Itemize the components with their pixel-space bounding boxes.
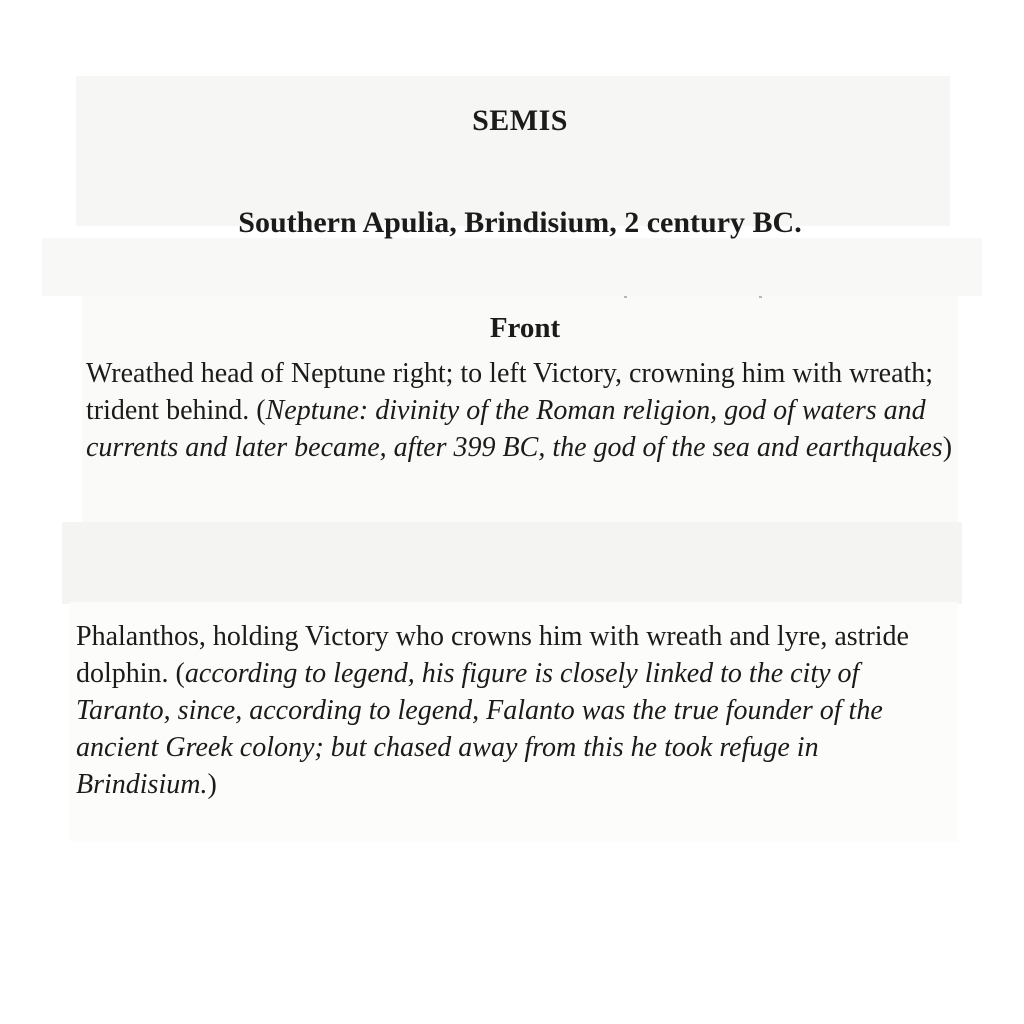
front-description-note: Neptune: divinity of the Roman religion, god of waters and currents and later became, after 399 BC, the god of the sea and earthquakes <box>86 395 943 463</box>
front-description-close: ) <box>942 432 953 463</box>
scan-specks <box>624 296 774 300</box>
scan-background-strip <box>62 522 962 604</box>
document-subtitle: Southern Apulia, Brindisium, 2 century BC. <box>238 206 802 239</box>
back-description-text: Phalanthos, holding Victory who crowns him with wreath and lyre, astride dolphin. ( <box>76 621 909 689</box>
back-description <box>76 618 956 803</box>
front-description <box>86 355 966 466</box>
document-title: SEMIS <box>472 104 568 137</box>
front-heading: Front <box>489 312 561 344</box>
back-description-close: ) <box>207 769 217 800</box>
scan-background-strip <box>76 76 950 226</box>
front-description-text: Wreathed head of Neptune right; to left Victory, crowning him with wreath; trident behind. ( <box>86 358 934 426</box>
scan-background-strip <box>42 238 982 296</box>
back-description-note: according to legend, his figure is closely linked to the city of Taranto, since, according to legend, Falanto was the true founder of the ancient Greek colony; but chased away from this he took refuge in Brindisium. <box>76 658 883 800</box>
